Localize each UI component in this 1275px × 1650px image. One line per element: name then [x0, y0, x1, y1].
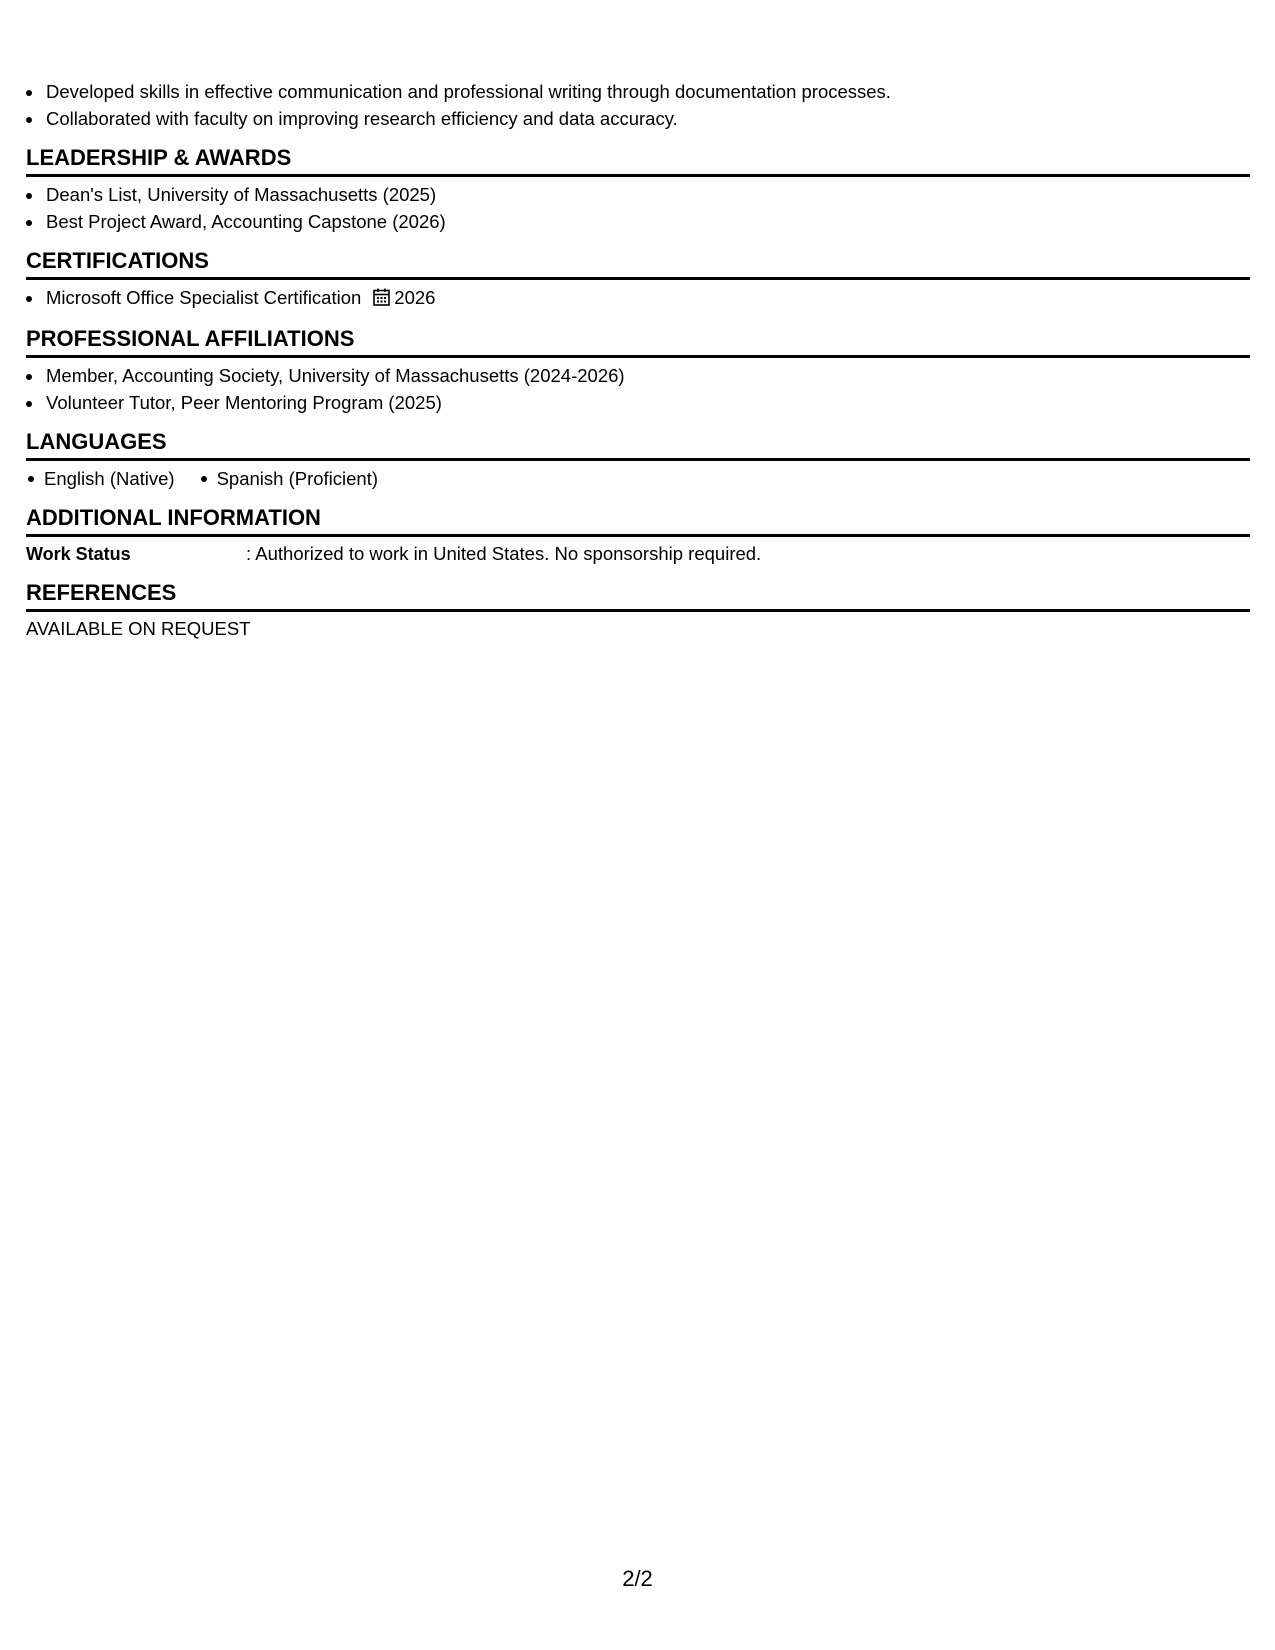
info-row: [26, 541, 1250, 567]
section-title: ADDITIONAL INFORMATION: [26, 504, 1250, 537]
references-section: [26, 579, 1250, 642]
list-item: • Collaborated with faculty on improving research efficiency and data accuracy.: [44, 105, 1250, 132]
info-value: : Authorized to work in United States. No sponsorship required.: [246, 543, 762, 564]
certification-name: Microsoft Office Specialist Certification: [46, 287, 362, 308]
section-title: REFERENCES: [26, 579, 1250, 612]
language-item: Spanish (Proficient): [199, 465, 378, 492]
affiliations-list: [26, 362, 1250, 416]
list-item: • Dean's List, University of Massachusetts (2025): [44, 181, 1250, 208]
calendar-icon: [373, 286, 390, 313]
page-number: 2/2: [622, 1566, 653, 1591]
references-text: AVAILABLE ON REQUEST: [26, 618, 251, 639]
language-item: English (Native): [26, 465, 175, 492]
list-item: • Member, Accounting Society, University of Massachusetts (2024-2026): [44, 362, 1250, 389]
languages-section: [26, 428, 1250, 492]
list-item: [44, 284, 1250, 313]
certifications-section: [26, 247, 1250, 313]
certifications-list: [26, 284, 1250, 313]
list-item: • Developed skills in effective communication and professional writing through documentation processes.: [44, 78, 1250, 105]
info-label: Work Status: [26, 544, 131, 564]
section-title: PROFESSIONAL AFFILIATIONS: [26, 325, 1250, 358]
languages-list: [26, 465, 1250, 492]
experience-continued-list: [26, 78, 1250, 132]
certification-year: 2026: [394, 287, 436, 308]
affiliations-section: [26, 325, 1250, 416]
leadership-section: [26, 144, 1250, 235]
additional-info-section: [26, 504, 1250, 567]
list-item: • Volunteer Tutor, Peer Mentoring Program (2025): [44, 389, 1250, 416]
resume-page: [26, 78, 1250, 642]
section-title: CERTIFICATIONS: [26, 247, 1250, 280]
section-title: LANGUAGES: [26, 428, 1250, 461]
section-title: LEADERSHIP & AWARDS: [26, 144, 1250, 177]
leadership-list: [26, 181, 1250, 235]
list-item: • Best Project Award, Accounting Capstone (2026): [44, 208, 1250, 235]
